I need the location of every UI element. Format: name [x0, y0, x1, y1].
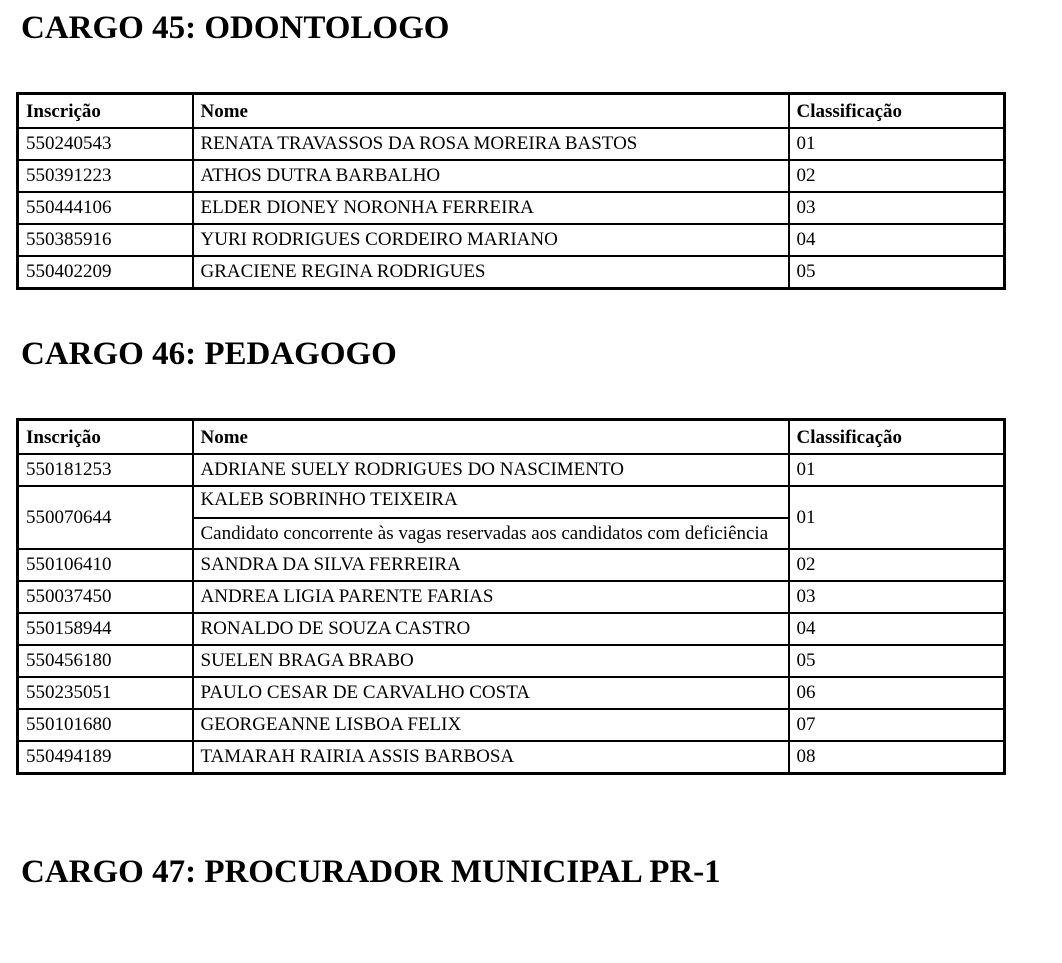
inscricao-cell: 550385916 [18, 224, 193, 256]
classificacao-cell: 02 [789, 160, 1005, 192]
name-cell: PAULO CESAR DE CARVALHO COSTA [193, 677, 789, 709]
inscricao-cell: 550037450 [18, 581, 193, 613]
results-table-cargo-45 [16, 92, 1006, 290]
inscricao-cell: 550235051 [18, 677, 193, 709]
section-title-cargo-46: CARGO 46: PEDAGOGO [21, 336, 397, 372]
inscricao-cell: 550106410 [18, 549, 193, 581]
name-cell: GEORGEANNE LISBOA FELIX [193, 709, 789, 741]
table-row [18, 549, 1005, 581]
inscricao-cell: 550240543 [18, 128, 193, 160]
classificacao-cell: 01 [789, 486, 1005, 549]
name-cell: ELDER DIONEY NORONHA FERREIRA [193, 192, 789, 224]
table-row [18, 645, 1005, 677]
table-row [18, 128, 1005, 160]
table-row [18, 486, 1005, 549]
classificacao-cell: 02 [789, 549, 1005, 581]
table-row [18, 454, 1005, 486]
name-cell: SANDRA DA SILVA FERREIRA [193, 549, 789, 581]
pcd-note: Candidato concorrente às vagas reservadas aos candidatos com deficiência [200, 523, 769, 544]
section-title-cargo-45: CARGO 45: ODONTOLOGO [21, 10, 450, 46]
table-row [18, 224, 1005, 256]
name-cell: GRACIENE REGINA RODRIGUES [193, 256, 789, 289]
inscricao-cell: 550181253 [18, 454, 193, 486]
header-nome: Nome [193, 420, 789, 455]
table-header-row [18, 94, 1005, 129]
inscricao-cell: 550456180 [18, 645, 193, 677]
classificacao-cell: 04 [789, 224, 1005, 256]
name-cell: YURI RODRIGUES CORDEIRO MARIANO [193, 224, 789, 256]
classificacao-cell: 06 [789, 677, 1005, 709]
classificacao-cell: 01 [789, 128, 1005, 160]
results-table-cargo-46 [16, 418, 1006, 775]
classificacao-cell: 08 [789, 741, 1005, 774]
name-cell: ATHOS DUTRA BARBALHO [193, 160, 789, 192]
table-row [18, 192, 1005, 224]
name-cell: ANDREA LIGIA PARENTE FARIAS [193, 581, 789, 613]
classificacao-cell: 04 [789, 613, 1005, 645]
classificacao-cell: 07 [789, 709, 1005, 741]
table-row [18, 613, 1005, 645]
table-row [18, 741, 1005, 774]
header-nome: Nome [193, 94, 789, 129]
name-cell: RONALDO DE SOUZA CASTRO [193, 613, 789, 645]
name-text: KALEB SOBRINHO TEIXEIRA [194, 487, 788, 519]
table-row [18, 581, 1005, 613]
classificacao-cell: 05 [789, 645, 1005, 677]
inscricao-cell: 550070644 [18, 486, 193, 549]
name-cell: RENATA TRAVASSOS DA ROSA MOREIRA BASTOS [193, 128, 789, 160]
inscricao-cell: 550494189 [18, 741, 193, 774]
inscricao-cell: 550158944 [18, 613, 193, 645]
classificacao-cell: 05 [789, 256, 1005, 289]
table-row [18, 256, 1005, 289]
table-row [18, 709, 1005, 741]
header-inscricao: Inscrição [18, 420, 193, 455]
classificacao-cell: 01 [789, 454, 1005, 486]
name-cell: SUELEN BRAGA BRABO [193, 645, 789, 677]
inscricao-cell: 550444106 [18, 192, 193, 224]
inscricao-cell: 550101680 [18, 709, 193, 741]
header-classificacao: Classificação [789, 94, 1005, 129]
table-header-row [18, 420, 1005, 455]
inscricao-cell: 550402209 [18, 256, 193, 289]
name-cell: ADRIANE SUELY RODRIGUES DO NASCIMENTO [193, 454, 789, 486]
table-row [18, 160, 1005, 192]
name-cell: TAMARAH RAIRIA ASSIS BARBOSA [193, 741, 789, 774]
inscricao-cell: 550391223 [18, 160, 193, 192]
table-row [18, 677, 1005, 709]
classificacao-cell: 03 [789, 192, 1005, 224]
classificacao-cell: 03 [789, 581, 1005, 613]
header-classificacao: Classificação [789, 420, 1005, 455]
name-cell-with-note [193, 486, 789, 549]
header-inscricao: Inscrição [18, 94, 193, 129]
section-title-cargo-47: CARGO 47: PROCURADOR MUNICIPAL PR-1 [21, 854, 721, 890]
